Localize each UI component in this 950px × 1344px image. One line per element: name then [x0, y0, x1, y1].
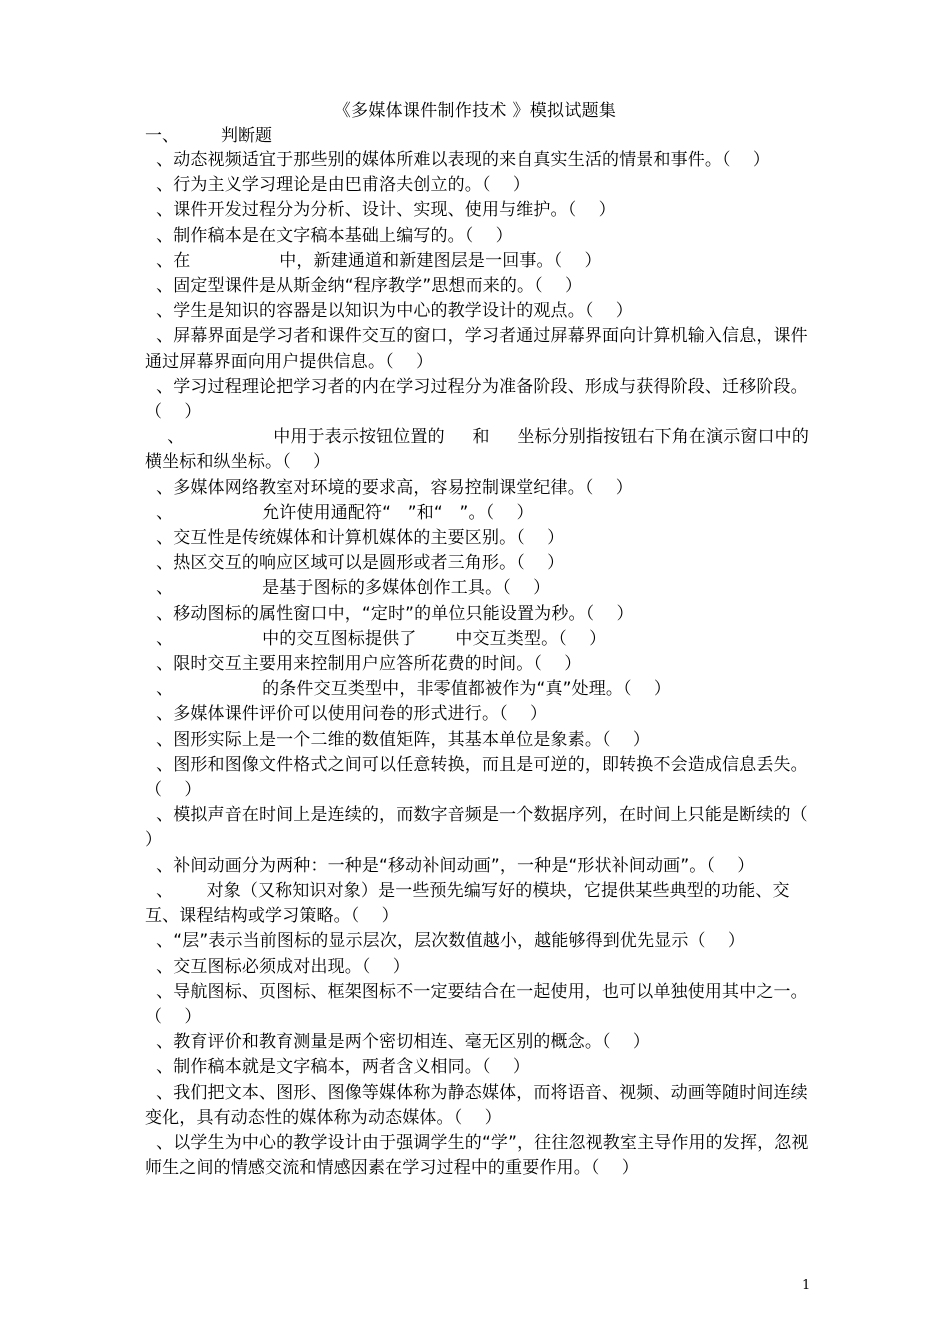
question-item: 、我们把文本、图形、图像等媒体称为静态媒体，而将语音、视频、动画等随时间连续变化，具有动态性的媒体称为动态媒体。（ ） — [145, 1082, 808, 1128]
question-item: 、图形实际上是一个二维的数值矩阵，其基本单位是象素。（ ） — [145, 729, 651, 750]
question-item: 、移动图标的属性窗口中，“定时”的单位只能设置为秒。（ ） — [145, 603, 634, 624]
question-item: 、 中的交互图标提供了 中交互类型。（ ） — [145, 628, 607, 649]
question-item: 、课件开发过程分为分析、设计、实现、使用与维护。（ ） — [145, 200, 616, 221]
question-item: 、学习过程理论把学习者的内在学习过程分为准备阶段、形成与获得阶段、迁移阶段。（ ） — [145, 376, 808, 423]
question-item: 、制作稿本就是文字稿本，两者含义相同。（ ） — [145, 1057, 530, 1078]
question-item: 、教育评价和教育测量是两个密切相连、毫无区别的概念。（ ） — [145, 1032, 651, 1053]
question-item: 、多媒体课件评价可以使用问卷的形式进行。（ ） — [145, 704, 548, 725]
question-item: 、限时交互主要用来控制用户应答所花费的时间。（ ） — [145, 654, 582, 675]
question-item: 、动态视频适宜于那些别的媒体所难以表现的来自真实生活的情景和事件。（ ） — [145, 150, 771, 170]
question-item: 、热区交互的响应区域可以是圆形或者三角形。（ ） — [145, 553, 565, 574]
question-item: 、交互图标必须成对出现。（ ） — [145, 956, 410, 977]
section-title: 判断题 — [221, 126, 272, 146]
question-item: 、以学生为中心的教学设计由于强调学生的“学”，往往忽视教室主导作用的发挥，忽视师生之间的情感交流和情感因素在学习过程中的重要作用。（ ） — [145, 1132, 809, 1179]
question-item: 、屏幕界面是学习者和课件交互的窗口，学习者通过屏幕界面向计算机输入信息，课件通过屏幕界面向用户提供信息。（ ） — [145, 326, 808, 372]
question-item: 、制作稿本是在文字稿本基础上编写的。（ ） — [145, 225, 513, 246]
question-item: 、 的条件交互类型中，非零值都被作为“真”处理。（ ） — [145, 679, 672, 700]
document-title: 《多媒体课件制作技术 》模拟试题集 — [333, 101, 617, 121]
question-item: 、导航图标、页图标、框架图标不一定要结合在一起使用，也可以单独使用其中之一。（ ） — [145, 981, 808, 1027]
question-item: 、 对象（又称知识对象）是一些预先编写好的模块，它提供某些典型的功能、交互、课程结构或学习策略。（ ） — [145, 880, 790, 927]
question-item: 、行为主义学习理论是由巴甫洛夫创立的。（ ） — [145, 175, 530, 196]
question-item: 、补间动画分为两种：一种是“移动补间动画”，一种是“形状补间动画”。（ ） — [145, 855, 755, 876]
question-item: 、“层”表示当前图标的显示层次，层次数值越小，越能够得到优先显示（ ） — [145, 931, 746, 952]
question-item: 、固定型课件是从斯金纳“程序教学”思想而来的。（ ） — [145, 276, 583, 297]
question-item: 、 中用于表示按钮位置的 和 坐标分别指按钮右下角在演示窗口中的横坐标和纵坐标。（ ） — [145, 427, 809, 473]
question-item: 、 是基于图标的多媒体创作工具。（ ） — [145, 578, 551, 599]
question-item: 、交互性是传统媒体和计算机媒体的主要区别。（ ） — [145, 528, 565, 549]
question-item: 、多媒体网络教室对环境的要求高，容易控制课堂纪律。（ ） — [145, 477, 633, 498]
page-number: 1 — [802, 1278, 811, 1293]
section-heading — [145, 124, 272, 148]
question-list — [145, 148, 831, 1181]
question-item: 、 允许使用通配符“ ”和“ ”。（ ） — [145, 502, 534, 523]
question-item: 、图形和图像文件格式之间可以任意转换，而且是可逆的，即转换不会造成信息丢失。（ ） — [145, 754, 808, 801]
question-item: 、在 中，新建通道和新建图层是一回事。（ ） — [145, 250, 602, 271]
question-item: 、学生是知识的容器是以知识为中心的教学设计的观点。（ ） — [145, 301, 633, 322]
section-number: 一、 — [145, 126, 179, 146]
question-item: 、模拟声音在时间上是连续的，而数字音频是一个数据序列，在时间上只能是断续的（ ） — [145, 805, 831, 851]
